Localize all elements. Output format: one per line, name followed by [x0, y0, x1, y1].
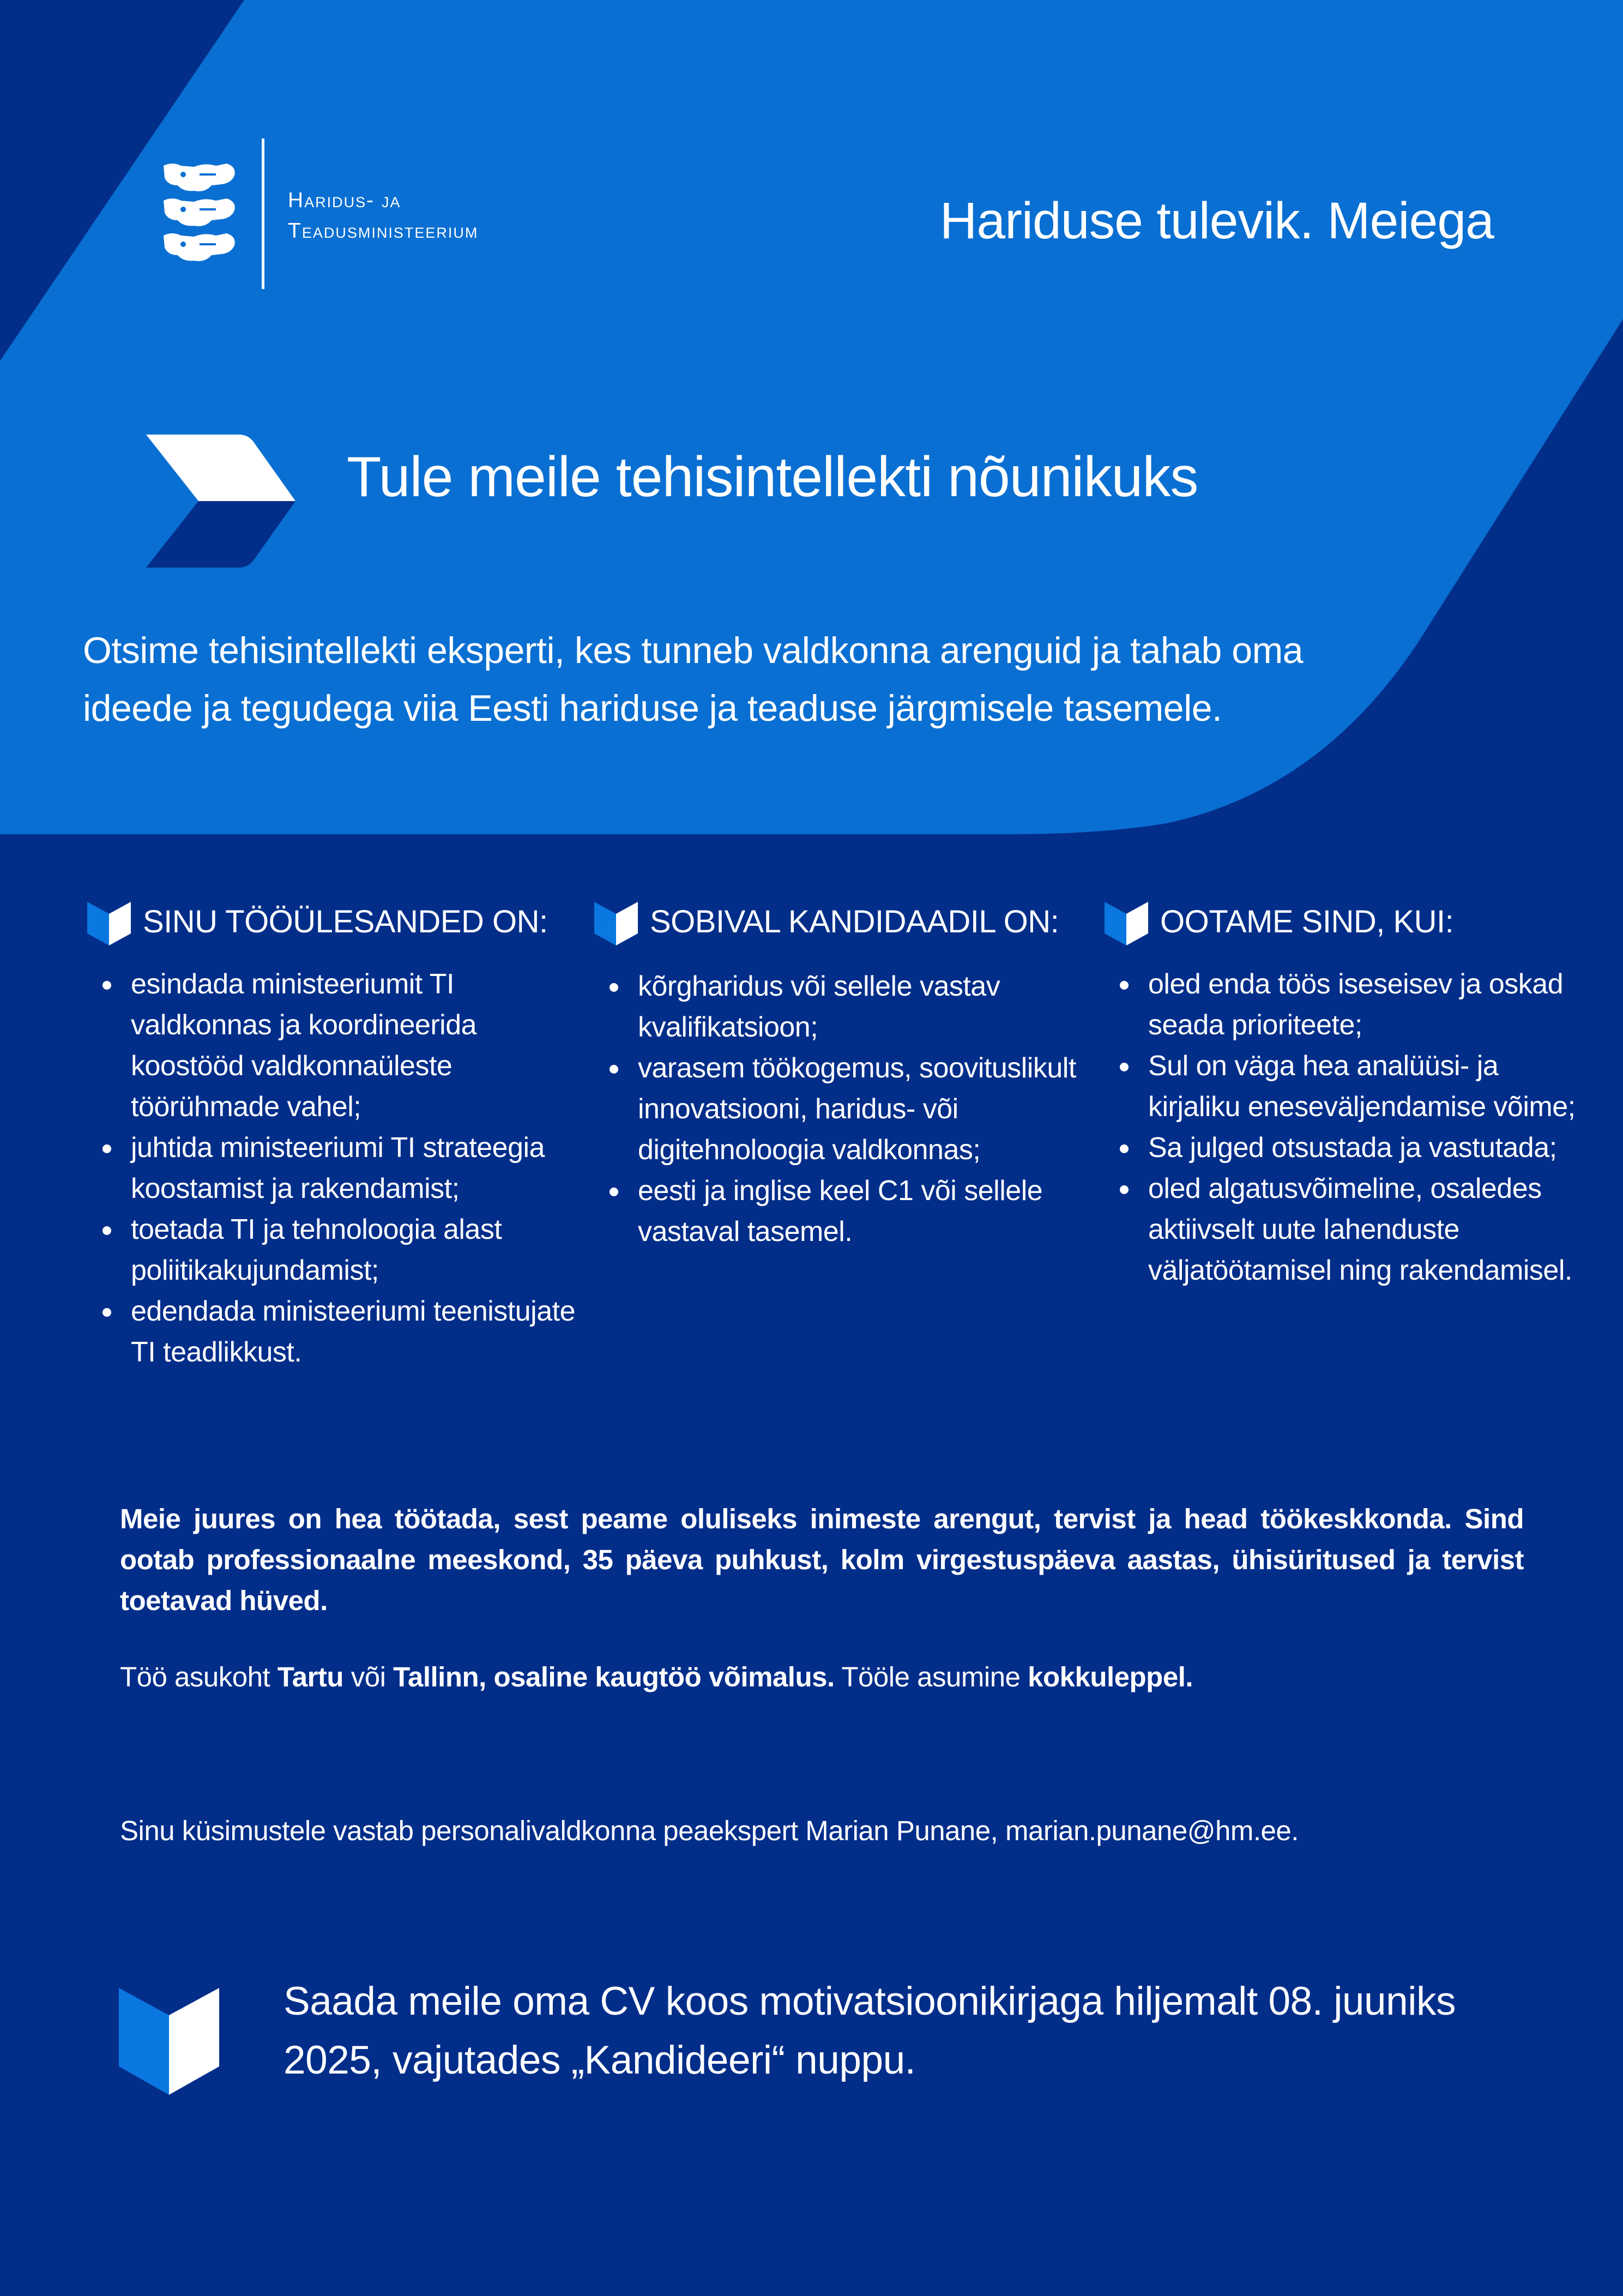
list-item: edendada ministeeriumi teenistujate TI teadlikkust.: [87, 1291, 578, 1373]
logo-line-1: Haridus- ja: [288, 189, 401, 212]
book-icon: [1105, 897, 1148, 947]
location-part: Töö asukoht: [120, 1661, 277, 1692]
benefits-text: Meie juures on hea töötada, sest peame oluliseks inimeste arengut, tervist ja head töökeskkonda. Sind ootab professionaalne meeskond, 35 päeva puhkust, kolm virgestuspäeva aastas, ühisüritused ja tervist toetavad hüved.: [120, 1503, 1524, 1616]
book-icon: [87, 897, 131, 947]
logo-divider: [262, 138, 264, 289]
column-title: SINU TÖÖÜLESANDED ON:: [143, 904, 548, 939]
list-item: eesti ja inglise keel C1 või sellele vastaval tasemel.: [594, 1171, 1085, 1252]
book-icon: [594, 897, 638, 947]
location-part: Tööle asumine: [834, 1661, 1028, 1692]
column-expectations: [1105, 897, 1584, 1291]
list-item: oled algatusvõimeline, osaledes aktiivselt uute lahenduste väljatöötamisel ning rakendamisel.: [1105, 1168, 1584, 1291]
list-item: varasem töökogemus, soovituslikult innovatsiooni, haridus- või digitehnoloogia valdkonnas;: [594, 1048, 1085, 1171]
list-item: juhtida ministeeriumi TI strateegia koostamist ja rakendamist;: [87, 1128, 578, 1209]
list-item: kõrgharidus või sellele vastav kvalifikatsioon;: [594, 966, 1085, 1048]
column-duties: [87, 897, 578, 1373]
location-text: [120, 1656, 1193, 1697]
location-city-tartu: Tartu: [277, 1661, 344, 1692]
location-city-tallinn: Tallinn, osaline kaugtöö võimalus.: [393, 1661, 835, 1692]
expectations-list: [1105, 964, 1584, 1291]
contact-text: Sinu küsimustele vastab personalivaldkonna peaekspert Marian Punane, marian.punane@hm.ee.: [120, 1815, 1299, 1846]
list-item: Sul on väga hea analüüsi- ja kirjaliku eneseväljendamise võime;: [1105, 1046, 1584, 1128]
column-title: OOTAME SIND, KUI:: [1160, 904, 1454, 939]
location-part: või: [343, 1661, 394, 1692]
column-title: SOBIVAL KANDIDAADIL ON:: [650, 904, 1059, 939]
list-item: esindada ministeeriumit TI valdkonnas ja koordineerida koostööd valdkonnaüleste töörühmade vahel;: [87, 964, 578, 1128]
start-date: kokkuleppel.: [1028, 1661, 1193, 1692]
logo-line-2: Teadusministeerium: [288, 219, 479, 243]
ministry-logo-text: [288, 185, 478, 246]
book-icon: [119, 1985, 219, 2098]
list-item: Sa julged otsustada ja vastutada;: [1105, 1128, 1584, 1168]
call-to-action: Saada meile oma CV koos motivatsioonikirjaga hiljemalt 08. juuniks 2025, vajutades „Kandideeri“ nuppu.: [283, 1979, 1456, 2082]
arrow-mark-icon: [146, 435, 295, 568]
slogan: Hariduse tulevik. Meiega: [939, 192, 1494, 250]
list-item: oled enda töös iseseisev ja oskad seada prioriteete;: [1105, 964, 1584, 1046]
three-lions-crest-icon: [161, 161, 239, 267]
duties-list: [87, 964, 578, 1373]
intro-text: Otsime tehisintellekti eksperti, kes tunneb valdkonna arenguid ja tahab oma ideede ja tegudega viia Eesti hariduse ja teaduse järgmisele tasemele.: [83, 630, 1304, 729]
page-title: Tule meile tehisintellekti nõunikuks: [347, 445, 1198, 509]
requirements-list: [594, 966, 1085, 1252]
column-requirements: [594, 897, 1085, 1252]
list-item: toetada TI ja tehnoloogia alast poliitikakujundamist;: [87, 1209, 578, 1291]
